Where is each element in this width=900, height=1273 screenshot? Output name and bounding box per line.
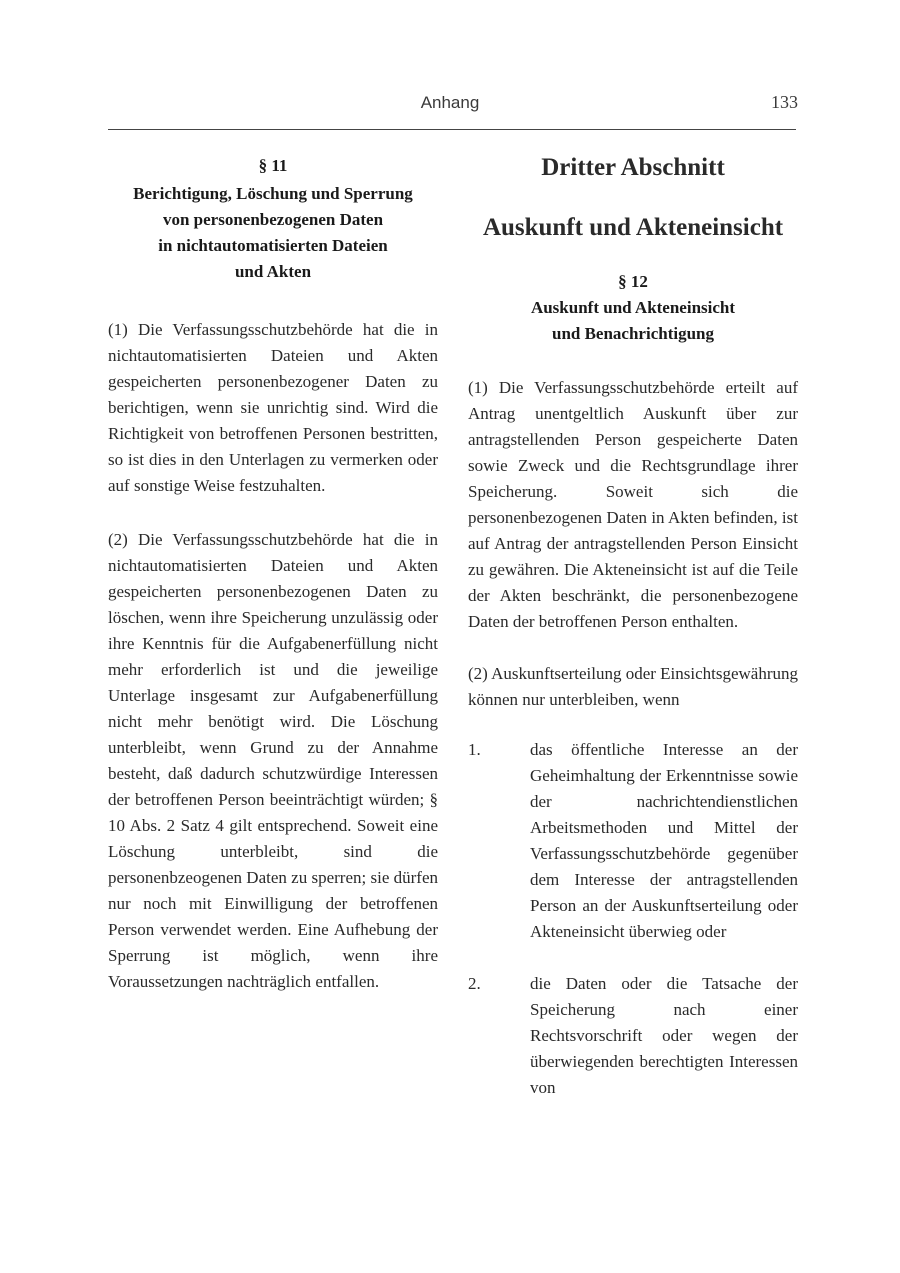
list-text: die Daten oder die Tatsache der Speicherung nach einer Rechtsvorschrift oder wegen der überwiegenden berechtigten Interessen von <box>530 974 798 1097</box>
paragraph-11-2: (2) Die Verfassungsschutzbehörde hat die in nichtautomatisierten Dateien und Akten gespeicherten personenbezogenen Daten zu löschen, wenn ihre Speicherung unzulässig oder ihre Kenntnis für die Aufgabenerfüllung nicht mehr erforderlich ist und die jeweilige Unterlage insgesamt zur Aufgabenerfüllung nicht mehr benötigt wird. Die Löschung unterbleibt, wenn Grund zu der Annahme besteht, daß dadurch schutzwürdige Interessen der betroffenen Person beeinträchtigt würden; § 10 Abs. 2 Satz 4 gilt entsprechend. Soweit eine Löschung unterbleibt, sind die personenbzeogenen Daten zu sperren; sie dürfen nur noch mit Einwilligung der betroffenen Person verwendet werden. Eine Aufhebung der Sperrung ist möglich, wenn ihre Voraussetzungen nachträglich entfallen. <box>108 530 438 991</box>
section-number-12: § 12 <box>618 272 648 291</box>
left-column <box>108 152 438 995</box>
chapter-heading: Dritter Abschnitt <box>541 154 725 181</box>
header-rule <box>108 129 796 130</box>
section-title-line: und Akten <box>234 262 312 281</box>
list-item <box>468 737 798 945</box>
section-title-11 <box>108 181 438 285</box>
page-number: 133 <box>771 92 798 112</box>
section-number-11: § 11 <box>258 156 288 175</box>
paragraph-12-1: (1) Die Verfassungsschutzbehörde erteilt auf Antrag unentgeltlich Auskunft über zur antragstellenden Person gespeicherte Daten sowie Zweck und die Rechtsgrundlage ihrer Speicherung. Soweit sich die personenbezogenen Daten in Akten befinden, ist auf Antrag der antragstellenden Person Einsicht zu gewähren. Die Akteneinsicht ist auf die Teile der Akten beschränkt, die personenbezogene Daten der betroffenen Person enthalten. <box>468 378 798 631</box>
section-title-12 <box>468 295 798 347</box>
section-title-line: Auskunft und Akteneinsicht <box>530 298 736 317</box>
paragraph-12-2: (2) Auskunftserteilung oder Einsichtsgewährung können nur unterbleiben, wenn <box>468 664 799 709</box>
list-number: 2. <box>468 974 481 993</box>
list-text: das öffentliche Interesse an der Geheimhaltung der Erkenntnisse sowie der nachrichtendienstlichen Arbeitsmethoden und Mittel der Verfassungsschutzbehörde gegenüber dem Interesse der antragstellenden Person an der Auskunftserteilung oder Akteneinsicht überwieg oder <box>530 740 798 941</box>
section-title-line: in nichtautomatisierten Dateien <box>158 236 388 255</box>
list-number: 1. <box>468 740 481 759</box>
chapter-subheading: Auskunft und Akteneinsicht <box>482 214 784 241</box>
section-title-line: und Benachrichtigung <box>551 324 714 343</box>
right-column <box>468 152 798 1101</box>
header-label: Anhang <box>420 93 480 112</box>
list-item <box>468 971 798 1101</box>
section-title-line: Berichtigung, Löschung und Sperrung <box>133 184 413 203</box>
paragraph-11-1: (1) Die Verfassungsschutzbehörde hat die in nichtautomatisierten Dateien und Akten gespeicherten personenbezogener Daten zu berichtigen, wenn sie unrichtig sind. Wird die Richtigkeit von betroffenen Personen bestritten, so ist dies in den Unterlagen zu vermerken oder auf sonstige Weise festzuhalten. <box>108 320 438 495</box>
section-title-line: von personenbezogenen Daten <box>162 210 384 229</box>
